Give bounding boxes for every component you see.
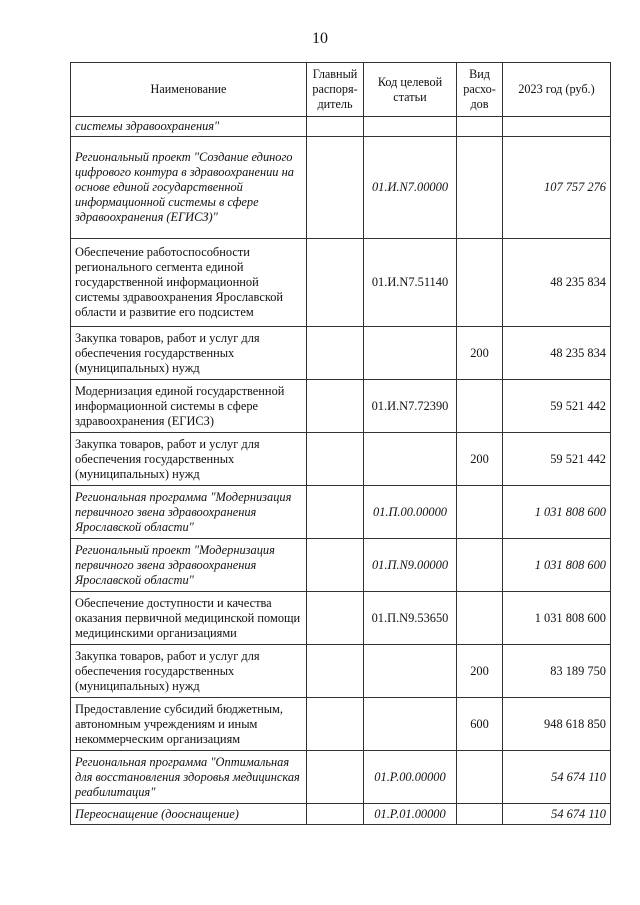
table-row [71,486,611,539]
row-name-cell: Региональная программа "Оптимальная для восстановления здоровья медицинская реабилитация" [71,751,307,804]
page-number: 10 [312,30,328,47]
row-code-cell: 01.И.N7.51140 [364,239,457,327]
row-code-cell: 01.Р.00.00000 [364,751,457,804]
row-amount-cell: 1 031 808 600 [503,539,611,592]
row-type-cell [457,117,503,137]
table-row [71,327,611,380]
row-name-cell: Закупка товаров, работ и услуг для обеспечения государственных (муниципальных) нужд [71,433,307,486]
row-name-cell: Региональный проект "Создание единого цифрового контура в здравоохранении на основе единой государственной информационной системы в сфере здравоохранения (ЕГИСЗ)" [71,137,307,239]
row-admin-cell [307,239,364,327]
table-row [71,239,611,327]
row-admin-cell [307,645,364,698]
row-admin-cell [307,486,364,539]
table-row [71,433,611,486]
row-admin-cell [307,433,364,486]
header-amount: 2023 год (руб.) [503,63,611,117]
row-type-cell: 600 [457,698,503,751]
row-name-cell: Закупка товаров, работ и услуг для обеспечения государственных (муниципальных) нужд [71,645,307,698]
row-type-cell: 200 [457,433,503,486]
row-admin-cell [307,539,364,592]
table-row [71,592,611,645]
row-code-cell: 01.И.N7.00000 [364,137,457,239]
row-amount-cell: 1 031 808 600 [503,486,611,539]
row-code-cell [364,117,457,137]
row-code-cell [364,698,457,751]
row-name-cell: Закупка товаров, работ и услуг для обеспечения государственных (муниципальных) нужд [71,327,307,380]
row-code-cell: 01.Р.01.00000 [364,804,457,825]
row-amount-cell: 1 031 808 600 [503,592,611,645]
table-row [71,751,611,804]
row-code-cell: 01.И.N7.72390 [364,380,457,433]
row-type-cell [457,751,503,804]
row-type-cell [457,486,503,539]
table-row [71,117,611,137]
row-type-cell [457,539,503,592]
row-amount-cell: 54 674 110 [503,804,611,825]
row-amount-cell: 48 235 834 [503,327,611,380]
row-type-cell: 200 [457,645,503,698]
row-name-cell: Региональная программа "Модернизация первичного звена здравоохранения Ярославской области" [71,486,307,539]
row-admin-cell [307,592,364,645]
row-name-cell: Переоснащение (дооснащение) [71,804,307,825]
row-code-cell [364,327,457,380]
table-row [71,539,611,592]
row-admin-cell [307,117,364,137]
row-code-cell [364,645,457,698]
table-header-row [71,63,611,117]
row-amount-cell: 59 521 442 [503,433,611,486]
header-code: Код целевой статьи [364,63,457,117]
row-admin-cell [307,380,364,433]
row-name-cell: Модернизация единой государственной информационной системы в сфере здравоохранения (ЕГИСЗ) [71,380,307,433]
row-name-cell: Предоставление субсидий бюджетным, автономным учреждениям и иным некоммерческим организациям [71,698,307,751]
row-admin-cell [307,751,364,804]
table-row [71,137,611,239]
table-row [71,698,611,751]
row-type-cell [457,380,503,433]
row-amount-cell: 54 674 110 [503,751,611,804]
row-admin-cell [307,327,364,380]
header-admin: Главный распоря-дитель [307,63,364,117]
row-name-cell: Обеспечение доступности и качества оказания первичной медицинской помощи медицинскими организациями [71,592,307,645]
row-admin-cell [307,698,364,751]
row-code-cell: 01.П.N9.53650 [364,592,457,645]
row-type-cell: 200 [457,327,503,380]
row-amount-cell [503,117,611,137]
row-amount-cell: 107 757 276 [503,137,611,239]
row-name-cell: системы здравоохранения" [71,117,307,137]
row-admin-cell [307,804,364,825]
row-admin-cell [307,137,364,239]
header-name: Наименование [71,63,307,117]
row-name-cell: Региональный проект "Модернизация первичного звена здравоохранения Ярославской области" [71,539,307,592]
row-code-cell [364,433,457,486]
row-name-cell: Обеспечение работоспособности регионального сегмента единой государственной информационной системы здравоохранения Ярославской области и развитие его подсистем [71,239,307,327]
table-row [71,380,611,433]
row-type-cell [457,804,503,825]
row-code-cell: 01.П.N9.00000 [364,539,457,592]
budget-table [70,62,611,825]
row-type-cell [457,592,503,645]
table-row [71,804,611,825]
row-amount-cell: 948 618 850 [503,698,611,751]
row-type-cell [457,239,503,327]
row-amount-cell: 48 235 834 [503,239,611,327]
row-amount-cell: 59 521 442 [503,380,611,433]
row-code-cell: 01.П.00.00000 [364,486,457,539]
row-type-cell [457,137,503,239]
header-type: Вид расхо-дов [457,63,503,117]
row-amount-cell: 83 189 750 [503,645,611,698]
table-row [71,645,611,698]
